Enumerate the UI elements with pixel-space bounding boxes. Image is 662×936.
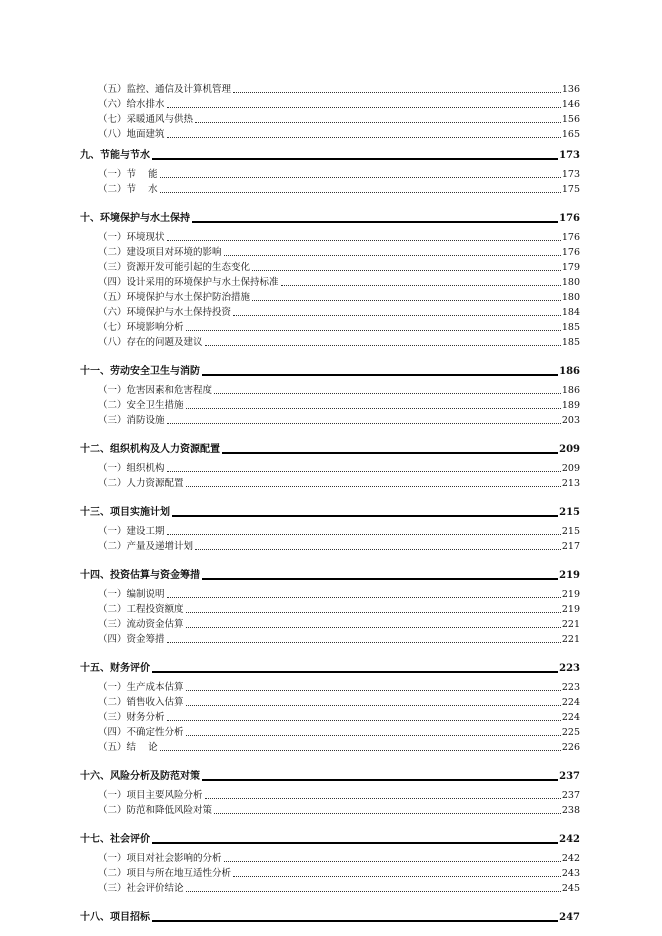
toc-entry-label: （二）节 水 — [98, 184, 158, 195]
toc-page-number: 165 — [561, 129, 580, 140]
toc-page-number: 223 — [559, 663, 580, 674]
toc-leader-line — [186, 890, 561, 892]
toc-page-number: 213 — [561, 478, 580, 489]
toc-leader-line — [160, 176, 561, 178]
toc-leader-line — [167, 136, 561, 138]
toc-section-entry[interactable] — [0, 459, 662, 474]
toc-section-entry[interactable] — [0, 474, 662, 489]
toc-section-entry[interactable] — [0, 615, 662, 630]
toc-section-entry[interactable] — [0, 537, 662, 552]
toc-page-number: 184 — [561, 307, 580, 318]
toc-leader-line — [192, 220, 558, 223]
toc-leader-line — [152, 919, 558, 922]
toc-page-number: 186 — [561, 385, 580, 396]
toc-page-number: 247 — [559, 912, 580, 923]
toc-page-number: 224 — [561, 697, 580, 708]
toc-leader-line — [186, 485, 561, 487]
toc-entry-label: （五）环境保护与水土保护防治措施 — [98, 292, 251, 303]
toc-section-entry[interactable] — [0, 708, 662, 723]
toc-entry-label: （七）采暖通风与供热 — [98, 114, 194, 125]
toc-entry-label: （二）建设项目对环境的影响 — [98, 247, 222, 258]
toc-entry-label: （一）生产成本估算 — [98, 682, 184, 693]
toc-entry-label: （二）销售收入估算 — [98, 697, 184, 708]
toc-page-number: 180 — [561, 292, 580, 303]
toc-leader-line — [233, 314, 561, 316]
toc-entry-label: （一）建设工期 — [98, 526, 165, 537]
toc-chapter-entry[interactable] — [0, 830, 662, 845]
toc-entry-label: （二）工程投资额度 — [98, 604, 184, 615]
toc-leader-line — [205, 344, 561, 346]
toc-chapter-entry[interactable] — [0, 908, 662, 923]
toc-leader-line — [224, 860, 561, 862]
toc-chapter-entry[interactable] — [0, 659, 662, 674]
toc-page-number: 146 — [561, 99, 580, 110]
toc-section-entry[interactable] — [0, 110, 662, 125]
toc-leader-line — [186, 329, 561, 331]
toc-page-number: 180 — [561, 277, 580, 288]
toc-entry-label: 十三、项目实施计划 — [80, 507, 170, 518]
toc-page-number: 221 — [561, 619, 580, 630]
toc-page-number: 221 — [561, 634, 580, 645]
toc-leader-line — [160, 749, 561, 751]
toc-chapter-entry[interactable] — [0, 566, 662, 581]
toc-leader-line — [186, 734, 561, 736]
toc-leader-line — [167, 596, 561, 598]
toc-chapter-entry[interactable] — [0, 209, 662, 224]
toc-section-entry[interactable] — [0, 125, 662, 140]
toc-page-number: 186 — [559, 366, 580, 377]
toc-entry-label: （一）环境现状 — [98, 232, 165, 243]
toc-entry-label: （一）危害因素和危害程度 — [98, 385, 213, 396]
toc-leader-line — [186, 626, 561, 628]
toc-section-entry[interactable] — [0, 228, 662, 243]
toc-section-entry[interactable] — [0, 630, 662, 645]
toc-entry-label: 十二、组织机构及人力资源配置 — [80, 444, 220, 455]
toc-entry-label: （四）设计采用的环境保护与水土保持标准 — [98, 277, 279, 288]
toc-section-entry[interactable] — [0, 318, 662, 333]
table-of-contents — [0, 80, 662, 927]
toc-leader-line — [167, 106, 561, 108]
toc-section-entry[interactable] — [0, 738, 662, 753]
toc-page-number: 224 — [561, 712, 580, 723]
toc-leader-line — [160, 191, 561, 193]
toc-leader-line — [167, 422, 561, 424]
toc-chapter-entry[interactable] — [0, 503, 662, 518]
toc-entry-label: （二）防范和降低风险对策 — [98, 805, 213, 816]
toc-leader-line — [152, 670, 558, 673]
toc-entry-label: （八）存在的问题及建议 — [98, 337, 203, 348]
toc-section-entry[interactable] — [0, 585, 662, 600]
toc-leader-line — [186, 611, 561, 613]
toc-page-number: 245 — [561, 883, 580, 894]
toc-leader-line — [167, 641, 561, 643]
toc-section-entry[interactable] — [0, 165, 662, 180]
toc-chapter-entry[interactable] — [0, 767, 662, 782]
toc-page-number: 225 — [561, 727, 580, 738]
toc-page-number: 176 — [561, 232, 580, 243]
toc-page-number: 173 — [559, 150, 580, 161]
toc-entry-label: （一）项目对社会影响的分析 — [98, 853, 222, 864]
toc-leader-line — [224, 254, 561, 256]
toc-entry-label: （四）不确定性分析 — [98, 727, 184, 738]
toc-leader-line — [167, 719, 561, 721]
toc-page-number: 242 — [559, 834, 580, 845]
toc-page-number: 215 — [559, 507, 580, 518]
toc-section-entry[interactable] — [0, 80, 662, 95]
toc-entry-label: 十一、劳动安全卫生与消防 — [80, 366, 200, 377]
toc-entry-label: （六）环境保护与水土保持投资 — [98, 307, 232, 318]
toc-page-number: 156 — [561, 114, 580, 125]
toc-page-number: 243 — [561, 868, 580, 879]
toc-section-entry[interactable] — [0, 381, 662, 396]
toc-section-entry[interactable] — [0, 258, 662, 273]
toc-section-entry[interactable] — [0, 180, 662, 195]
toc-page-number: 173 — [561, 169, 580, 180]
toc-leader-line — [202, 373, 558, 376]
toc-entry-label: （三）资源开发可能引起的生态变化 — [98, 262, 251, 273]
toc-entry-label: （三）社会评价结论 — [98, 883, 184, 894]
toc-page-number: 176 — [559, 213, 580, 224]
toc-leader-line — [281, 284, 561, 286]
toc-entry-label: （二）项目与所在地互适性分析 — [98, 868, 232, 879]
toc-section-entry[interactable] — [0, 600, 662, 615]
toc-entry-label: （二）人力资源配置 — [98, 478, 184, 489]
toc-section-entry[interactable] — [0, 95, 662, 110]
toc-leader-line — [205, 797, 561, 799]
toc-page-number: 215 — [561, 526, 580, 537]
toc-leader-line — [167, 239, 561, 241]
toc-section-entry[interactable] — [0, 678, 662, 693]
toc-leader-line — [172, 514, 558, 517]
toc-page-number: 203 — [561, 415, 580, 426]
toc-chapter-entry[interactable] — [0, 362, 662, 377]
toc-section-entry[interactable] — [0, 786, 662, 801]
toc-entry-label: 十八、项目招标 — [80, 912, 150, 923]
toc-page-number: 226 — [561, 742, 580, 753]
toc-leader-line — [252, 269, 561, 271]
toc-page-number: 175 — [561, 184, 580, 195]
toc-leader-line — [195, 548, 561, 550]
toc-entry-label: 十、环境保护与水土保持 — [80, 213, 190, 224]
toc-entry-label: 十六、风险分析及防范对策 — [80, 771, 200, 782]
toc-section-entry[interactable] — [0, 849, 662, 864]
toc-leader-line — [186, 704, 561, 706]
toc-leader-line — [202, 577, 558, 580]
toc-entry-label: （二）产量及递增计划 — [98, 541, 194, 552]
toc-leader-line — [233, 91, 561, 93]
toc-page-number: 237 — [561, 790, 580, 801]
toc-leader-line — [252, 299, 561, 301]
toc-entry-label: （八）地面建筑 — [98, 129, 165, 140]
toc-section-entry[interactable] — [0, 273, 662, 288]
toc-entry-label: 十四、投资估算与资金筹措 — [80, 570, 200, 581]
toc-section-entry[interactable] — [0, 879, 662, 894]
toc-page-number: 209 — [561, 463, 580, 474]
toc-entry-label: 九、节能与节水 — [80, 150, 150, 161]
toc-page-number: 242 — [561, 853, 580, 864]
toc-entry-label: （二）安全卫生措施 — [98, 400, 184, 411]
toc-leader-line — [214, 392, 561, 394]
toc-section-entry[interactable] — [0, 396, 662, 411]
toc-entry-label: （一）组织机构 — [98, 463, 165, 474]
toc-section-entry[interactable] — [0, 801, 662, 816]
toc-section-entry[interactable] — [0, 411, 662, 426]
toc-leader-line — [167, 533, 561, 535]
toc-entry-label: （一）项目主要风险分析 — [98, 790, 203, 801]
toc-leader-line — [195, 121, 561, 123]
toc-entry-label: （六）给水排水 — [98, 99, 165, 110]
toc-section-entry[interactable] — [0, 723, 662, 738]
toc-page-number: 136 — [561, 84, 580, 95]
toc-leader-line — [167, 470, 561, 472]
toc-leader-line — [152, 841, 558, 844]
toc-entry-label: （五）监控、通信及计算机管理 — [98, 84, 232, 95]
toc-section-entry[interactable] — [0, 243, 662, 258]
toc-leader-line — [214, 812, 561, 814]
toc-page-number: 237 — [559, 771, 580, 782]
toc-entry-label: （七）环境影响分析 — [98, 322, 184, 333]
toc-entry-label: （三）财务分析 — [98, 712, 165, 723]
toc-leader-line — [152, 157, 558, 160]
toc-page-number: 209 — [559, 444, 580, 455]
toc-section-entry[interactable] — [0, 333, 662, 348]
toc-leader-line — [186, 407, 561, 409]
toc-section-entry[interactable] — [0, 864, 662, 879]
toc-section-entry[interactable] — [0, 288, 662, 303]
toc-page-number: 219 — [561, 589, 580, 600]
toc-page-number: 185 — [561, 337, 580, 348]
toc-leader-line — [222, 451, 558, 454]
toc-entry-label: 十五、财务评价 — [80, 663, 150, 674]
toc-section-entry[interactable] — [0, 522, 662, 537]
toc-leader-line — [186, 689, 561, 691]
toc-entry-label: （三）流动资金估算 — [98, 619, 184, 630]
toc-chapter-entry[interactable] — [0, 146, 662, 161]
toc-chapter-entry[interactable] — [0, 440, 662, 455]
toc-page-number: 217 — [561, 541, 580, 552]
toc-leader-line — [202, 778, 558, 781]
toc-page-number: 219 — [559, 570, 580, 581]
toc-section-entry[interactable] — [0, 693, 662, 708]
toc-section-entry[interactable] — [0, 303, 662, 318]
toc-page-number: 238 — [561, 805, 580, 816]
toc-entry-label: （四）资金筹措 — [98, 634, 165, 645]
toc-page-number: 223 — [561, 682, 580, 693]
toc-page-number: 189 — [561, 400, 580, 411]
toc-entry-label: （三）消防设施 — [98, 415, 165, 426]
toc-entry-label: （五）结 论 — [98, 742, 158, 753]
toc-page-number: 185 — [561, 322, 580, 333]
toc-entry-label: （一）节 能 — [98, 169, 158, 180]
toc-entry-label: （一）编制说明 — [98, 589, 165, 600]
toc-leader-line — [233, 875, 561, 877]
toc-page-number: 179 — [561, 262, 580, 273]
toc-entry-label: 十七、社会评价 — [80, 834, 150, 845]
toc-page-number: 219 — [561, 604, 580, 615]
toc-page-number: 176 — [561, 247, 580, 258]
